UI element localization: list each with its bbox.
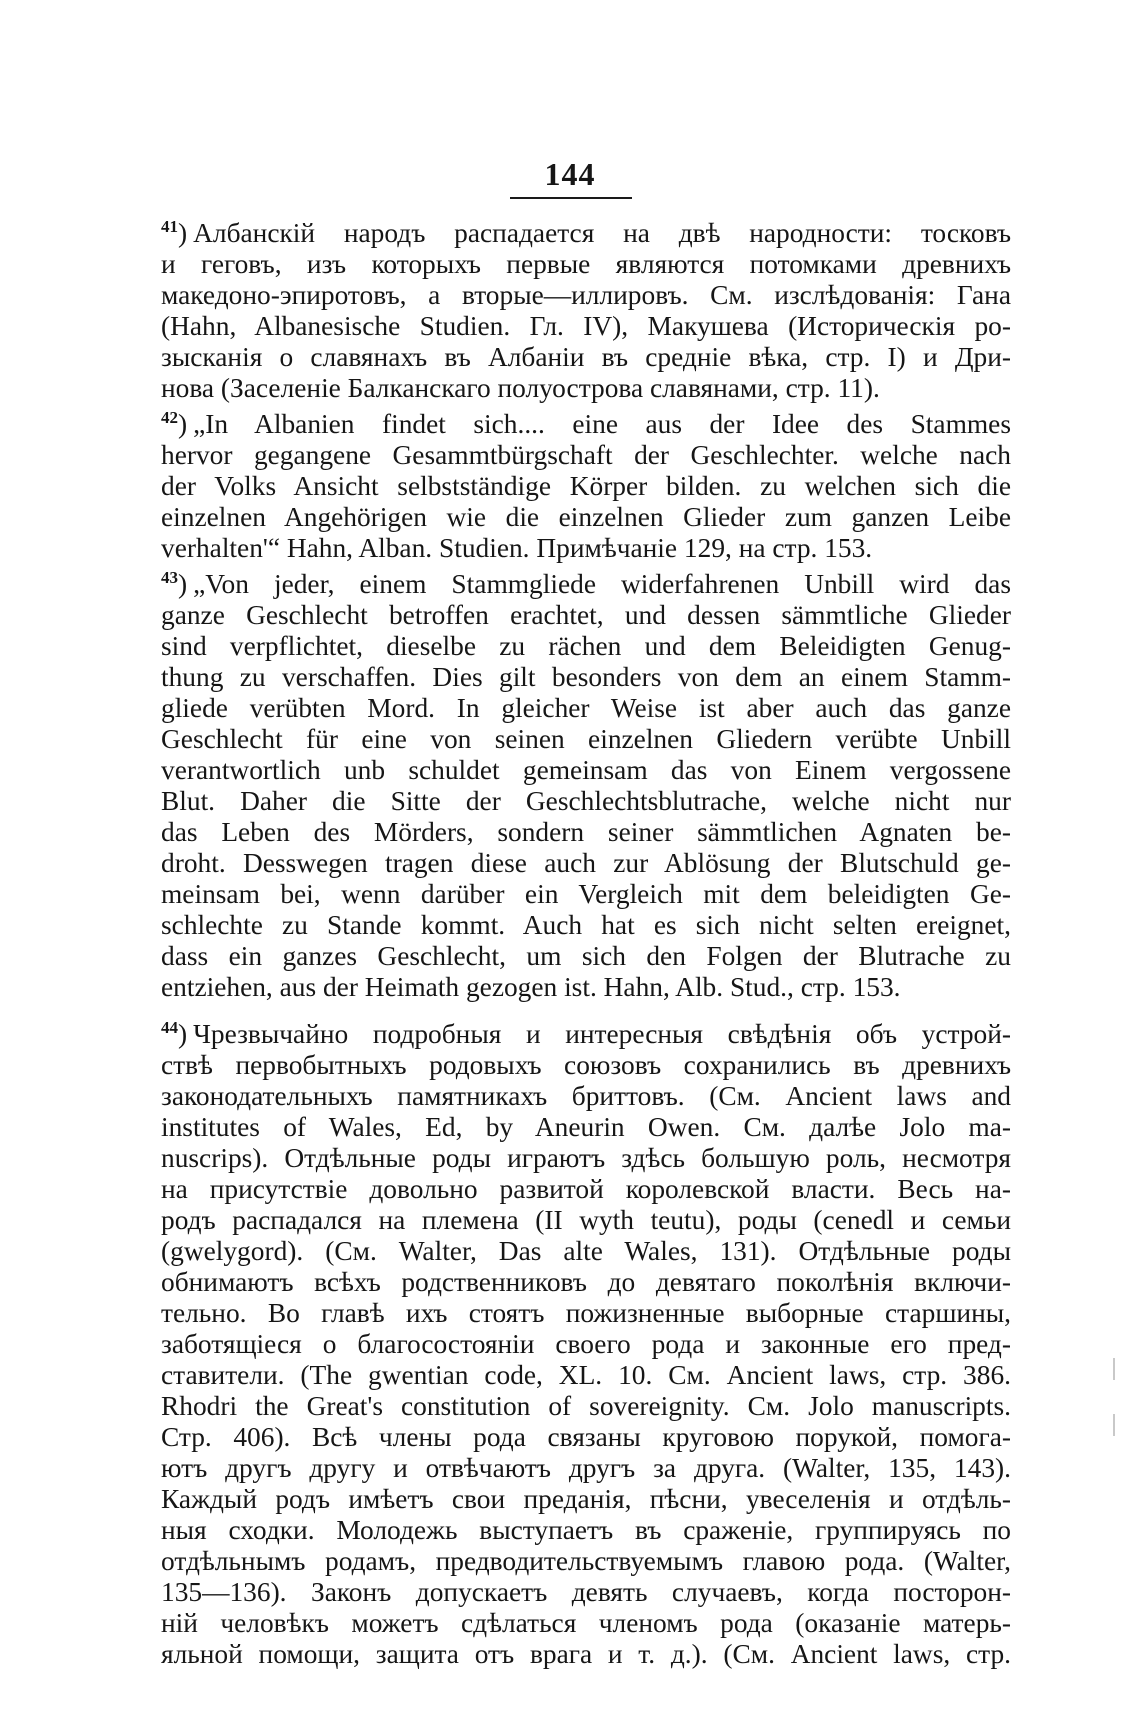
footnote-line: einzelnen Angehörigen wie die einzelnen Glieder zum ganzen Leibe — [161, 502, 1011, 532]
footnote-line: ютъ другъ другу и отвѣчаютъ другъ за друга. (Walter, 135, 143). — [161, 1453, 1011, 1483]
footnote-line: ствѣ первобытныхъ родовыхъ союзовъ сохранились въ древнихъ — [161, 1050, 1011, 1080]
footnote-line: Rhodri the Great's constitution of sovereignity. См. Jolo manuscripts. — [161, 1391, 1011, 1421]
footnote-line: dass ein ganzes Geschlecht, um sich den Folgen der Blutrache zu — [161, 941, 1011, 971]
footnote-41 — [161, 218, 1011, 404]
footnote-line: на присутствіе довольно развитой королевской власти. Весь на- — [161, 1174, 1011, 1204]
footnote-line: das Leben des Mörders, sondern seiner sämmtlichen Agnaten be- — [161, 817, 1011, 847]
footnote-number: 43 — [161, 567, 178, 587]
footnote-line: ній человѣкъ можетъ сдѣлаться членомъ рода (оказаніе матерь- — [161, 1608, 1011, 1638]
page-number-rule — [510, 197, 632, 199]
footnote-line: verantwortlich unb schuldet gemeinsam das von Einem vergossene — [161, 755, 1011, 785]
footnote-line: der Volks Ansicht selbstständige Körper bilden. zu welchen sich die — [161, 471, 1011, 501]
footnote-line: и геговъ, изъ которыхъ первые являются потомками древнихъ — [161, 249, 1011, 279]
footnote-line: ныя сходки. Молодежь выступаетъ въ сраженіе, группируясь по — [161, 1515, 1011, 1545]
footnote-line: „Von jeder, einem Stammgliede widerfahrenen Unbill wird das — [193, 569, 1011, 599]
footnote-line: institutes of Wales, Ed, by Aneurin Owen. См. далѣе Jolo ma- — [161, 1112, 1011, 1142]
footnote-line: droht. Desswegen tragen diese auch zur Ablösung der Blutschuld ge- — [161, 848, 1011, 878]
footnote-line: Каждый родъ имѣетъ свои преданія, пѣсни, увеселенія и отдѣль- — [161, 1484, 1011, 1514]
footnote-line: nuscrips). Отдѣльные роды играютъ здѣсь большую роль, несмотря — [161, 1143, 1011, 1173]
footnotes — [161, 218, 1011, 1670]
footnote-line: обнимаютъ всѣхъ родственниковъ до девятаго поколѣнія включи- — [161, 1267, 1011, 1297]
footnote-line: hervor gegangene Gesammtbürgschaft der Geschlechter. welche nach — [161, 440, 1011, 470]
footnote-line: родъ распадался на племена (II wyth teutu), роды (cenedl и семьи — [161, 1205, 1011, 1235]
footnote-paren: ) — [178, 218, 188, 248]
footnote-line: законодательныхъ памятникахъ бриттовъ. (См. Ancient laws and — [161, 1081, 1011, 1111]
footnote-line: тельно. Во главѣ ихъ стоятъ пожизненные выборные старшины, — [161, 1298, 1011, 1328]
footnote-line: яльной помощи, защита отъ врага и т. д.). (См. Ancient laws, стр. — [161, 1639, 1011, 1669]
footnote-line: sind verpflichtet, dieselbe zu rächen und dem Beleidigten Genug- — [161, 631, 1011, 661]
footnote-line: Blut. Daher die Sitte der Geschlechtsblutrache, welche nicht nur — [161, 786, 1011, 816]
footnote-line: thung zu verschaffen. Dies gilt besonders von dem an einem Stamm- — [161, 662, 1011, 692]
footnote-paren: ) — [178, 409, 188, 439]
footnote-number: 42 — [161, 407, 178, 427]
footnote-44 — [161, 1019, 1011, 1670]
scan-margin-mark — [1113, 1358, 1115, 1380]
footnote-line: Албанскій народъ распадается на двѣ народности: тосковъ — [193, 218, 1011, 248]
footnote-line: зысканія о славянахъ въ Албаніи въ средніе вѣка, стр. I) и Дри- — [161, 342, 1011, 372]
footnote-line: „In Albanien findet sich.... eine aus der Idee des Stammes — [193, 409, 1011, 439]
footnote-line: отдѣльнымъ родамъ, предводительствуемымъ главою рода. (Walter, — [161, 1546, 1011, 1576]
footnote-line: Стр. 406). Всѣ члены рода связаны круговою порукой, помога- — [161, 1422, 1011, 1452]
footnote-43 — [161, 569, 1011, 1003]
footnote-line: entziehen, aus der Heimath gezogen ist. Hahn, Alb. Stud., стр. 153. — [161, 972, 901, 1002]
footnote-line: 135—136). Законъ допускаетъ девять случаевъ, когда посторон- — [161, 1577, 1011, 1607]
footnote-line: verhalten'“ Hahn, Alban. Studien. Примѣчаніе 129, на стр. 153. — [161, 533, 873, 563]
footnote-paren: ) — [178, 1019, 188, 1049]
footnote-42 — [161, 409, 1011, 564]
footnote-line: (gwelygord). (См. Walter, Das alte Wales, 131). Отдѣльные роды — [161, 1236, 1011, 1266]
footnote-line: ставители. (The gwentian code, XL. 10. См. Ancient laws, стр. 386. — [161, 1360, 1011, 1390]
footnote-line: (Hahn, Albanesische Studien. Гл. IV), Макушева (Историческія ро- — [161, 311, 1011, 341]
footnote-line: македоно-эпиротовъ, а вторые—иллировъ. См. изслѣдованія: Гана — [161, 280, 1011, 310]
footnote-line: Geschlecht für eine von seinen einzelnen Gliedern verübte Unbill — [161, 724, 1011, 754]
scan-margin-mark — [1113, 1414, 1115, 1436]
footnote-line: нова (Заселеніе Балканскаго полуострова славянами, стр. 11). — [161, 373, 880, 403]
footnote-number: 44 — [161, 1017, 178, 1037]
footnote-line: schlechte zu Stande kommt. Auch hat es sich nicht selten ereignet, — [161, 910, 1011, 940]
footnote-line: ganze Geschlecht betroffen erachtet, und dessen sämmtliche Glieder — [161, 600, 1011, 630]
footnote-number: 41 — [161, 216, 178, 236]
footnote-paren: ) — [178, 569, 188, 599]
footnote-line: Чрезвычайно подробныя и интересныя свѣдѣнія объ устрой- — [193, 1019, 1011, 1049]
footnote-line: meinsam bei, wenn darüber ein Vergleich mit dem beleidigten Ge- — [161, 879, 1011, 909]
footnote-line: gliede verübten Mord. In gleicher Weise ist aber auch das ganze — [161, 693, 1011, 723]
page-number: 144 — [544, 156, 596, 192]
footnote-line: заботящіеся о благосостояніи своего рода и законные его пред- — [161, 1329, 1011, 1359]
